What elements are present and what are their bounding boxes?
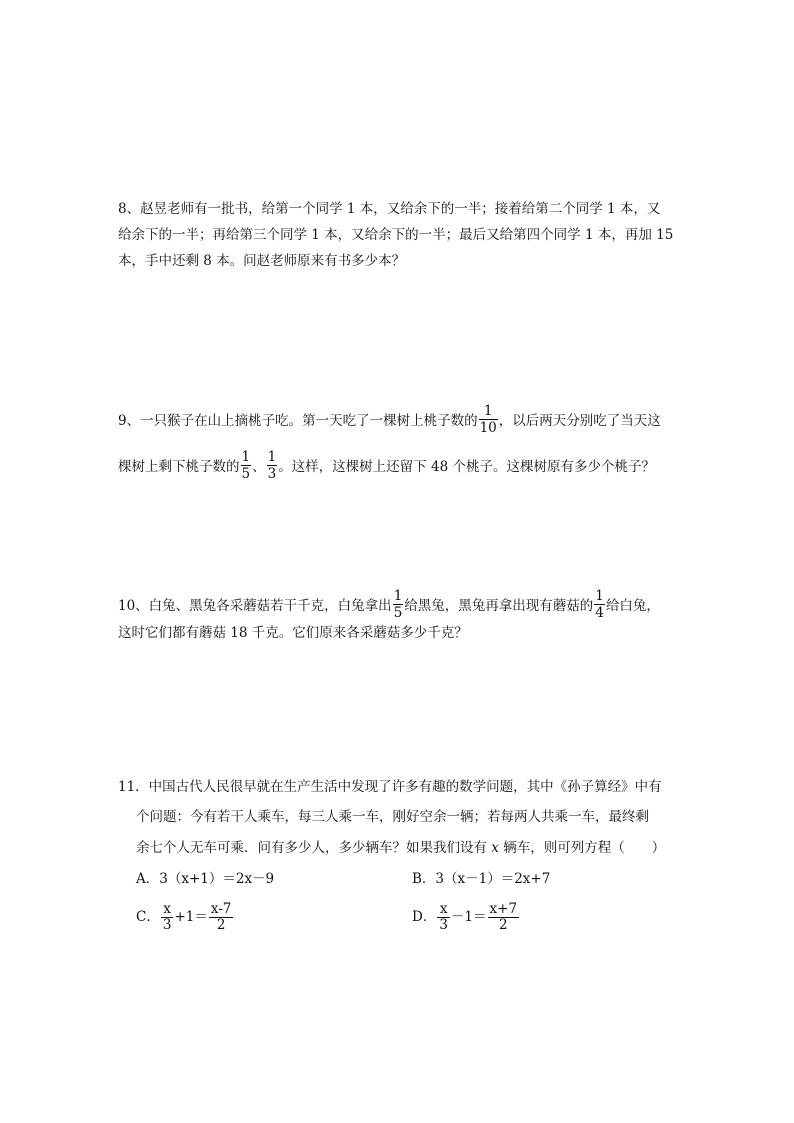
question-11-line-1: 11．中国古代人民很早就在生产生活中发现了许多有趣的数学问题，其中《孙子算经》中有 — [118, 779, 662, 795]
option-d — [412, 902, 520, 933]
q9-text-b: ，以后两天分别吃了当天这 — [498, 413, 661, 429]
option-a-label: A． — [136, 871, 160, 887]
question-11-line-3 — [136, 838, 665, 858]
q9-separator: 、 — [252, 459, 266, 475]
fraction-denominator: 10 — [479, 420, 497, 436]
fraction-x-plus-7-over-2 — [488, 902, 520, 933]
fraction-x-over-3 — [437, 902, 450, 933]
fraction-denominator: 2 — [498, 917, 508, 933]
question-11-line-2: 个问题：今有若干人乘车，每三人乘一车，刚好空余一辆；若每两人共乘一车，最终剩 — [136, 809, 649, 825]
fraction-numerator: 1 — [595, 588, 604, 604]
q10-text-a: 10、白兔、黑兔各采蘑菇若干千克，白兔拿出 — [118, 598, 392, 614]
q11-text-a: 余七个人无车可乘．问有多少人，多少辆车？如果我们设有 — [136, 840, 492, 856]
fraction-numerator: 1 — [479, 403, 498, 420]
question-10-line-1 — [118, 590, 660, 623]
fraction-numerator: 1 — [393, 588, 403, 604]
option-a-text: 3（x+1）＝2x－9 — [159, 871, 275, 887]
q9-text-c: 棵树上剩下桃子数的 — [118, 459, 240, 475]
fraction-denominator: 3 — [267, 466, 277, 482]
option-d-middle: －1＝ — [450, 909, 487, 925]
q9-text-a: 9、一只猴子在山上摘桃子吃。第一天吃了一棵树上桃子数的 — [118, 413, 478, 429]
fraction-numerator: x — [161, 902, 174, 918]
fraction-denominator: 2 — [216, 917, 226, 933]
fraction-numerator: x — [437, 902, 450, 918]
question-8-line-1: 8、赵昱老师有一批书，给第一个同学 1 本，又给余下的一半；接着给第二个同学 1 本，又 — [118, 201, 661, 217]
fraction-denominator: 5 — [393, 605, 403, 621]
fraction-numerator: x-7 — [210, 901, 232, 917]
fraction-x-minus-7-over-2 — [209, 902, 234, 933]
question-9-line-1 — [118, 405, 661, 438]
option-c — [136, 902, 234, 933]
variable-x: x — [491, 840, 499, 856]
option-b — [412, 869, 550, 889]
fraction-one-quarter — [594, 588, 605, 621]
fraction-numerator: 1 — [241, 449, 251, 465]
question-8-line-2: 给余下的一半；再给第三个同学 1 本，又给余下的一半；最后又给第四个同学 1 本，再加 15 — [118, 227, 674, 243]
q10-text-c: 给白兔， — [605, 598, 660, 614]
option-b-text: 3（x－1）＝2x+7 — [435, 871, 551, 887]
fraction-one-fifth — [393, 588, 404, 621]
fraction-numerator: 1 — [267, 449, 277, 465]
q11-text-b: 辆车，则可列方程（ ） — [498, 840, 666, 856]
question-10-line-2: 这时它们都有蘑菇 18 千克。它们原来各采蘑菇多少千克？ — [118, 625, 468, 641]
fraction-one-fifth — [241, 449, 252, 482]
fraction-denominator: 3 — [439, 917, 448, 933]
option-c-label: C． — [136, 909, 160, 925]
fraction-denominator: 5 — [241, 466, 251, 482]
fraction-x-over-3 — [161, 902, 174, 933]
fraction-denominator: 3 — [162, 917, 172, 933]
fraction-numerator: x+7 — [489, 901, 518, 917]
fraction-denominator: 4 — [595, 605, 604, 621]
option-d-label: D． — [412, 909, 437, 925]
q9-text-d: 。这样，这棵树上还留下 48 个桃子。这棵树原有多少个桃子？ — [278, 459, 655, 475]
fraction-one-tenth — [479, 403, 498, 436]
fraction-one-third — [267, 449, 278, 482]
option-a — [136, 869, 274, 889]
question-8-line-3: 本，手中还剩 8 本。问赵老师原来有书多少本？ — [118, 253, 406, 269]
q10-text-b: 给黑兔，黑兔再拿出现有蘑菇的 — [404, 598, 594, 614]
question-9-line-2 — [118, 451, 655, 484]
option-c-middle: +1＝ — [174, 909, 208, 925]
option-b-label: B． — [412, 871, 436, 887]
